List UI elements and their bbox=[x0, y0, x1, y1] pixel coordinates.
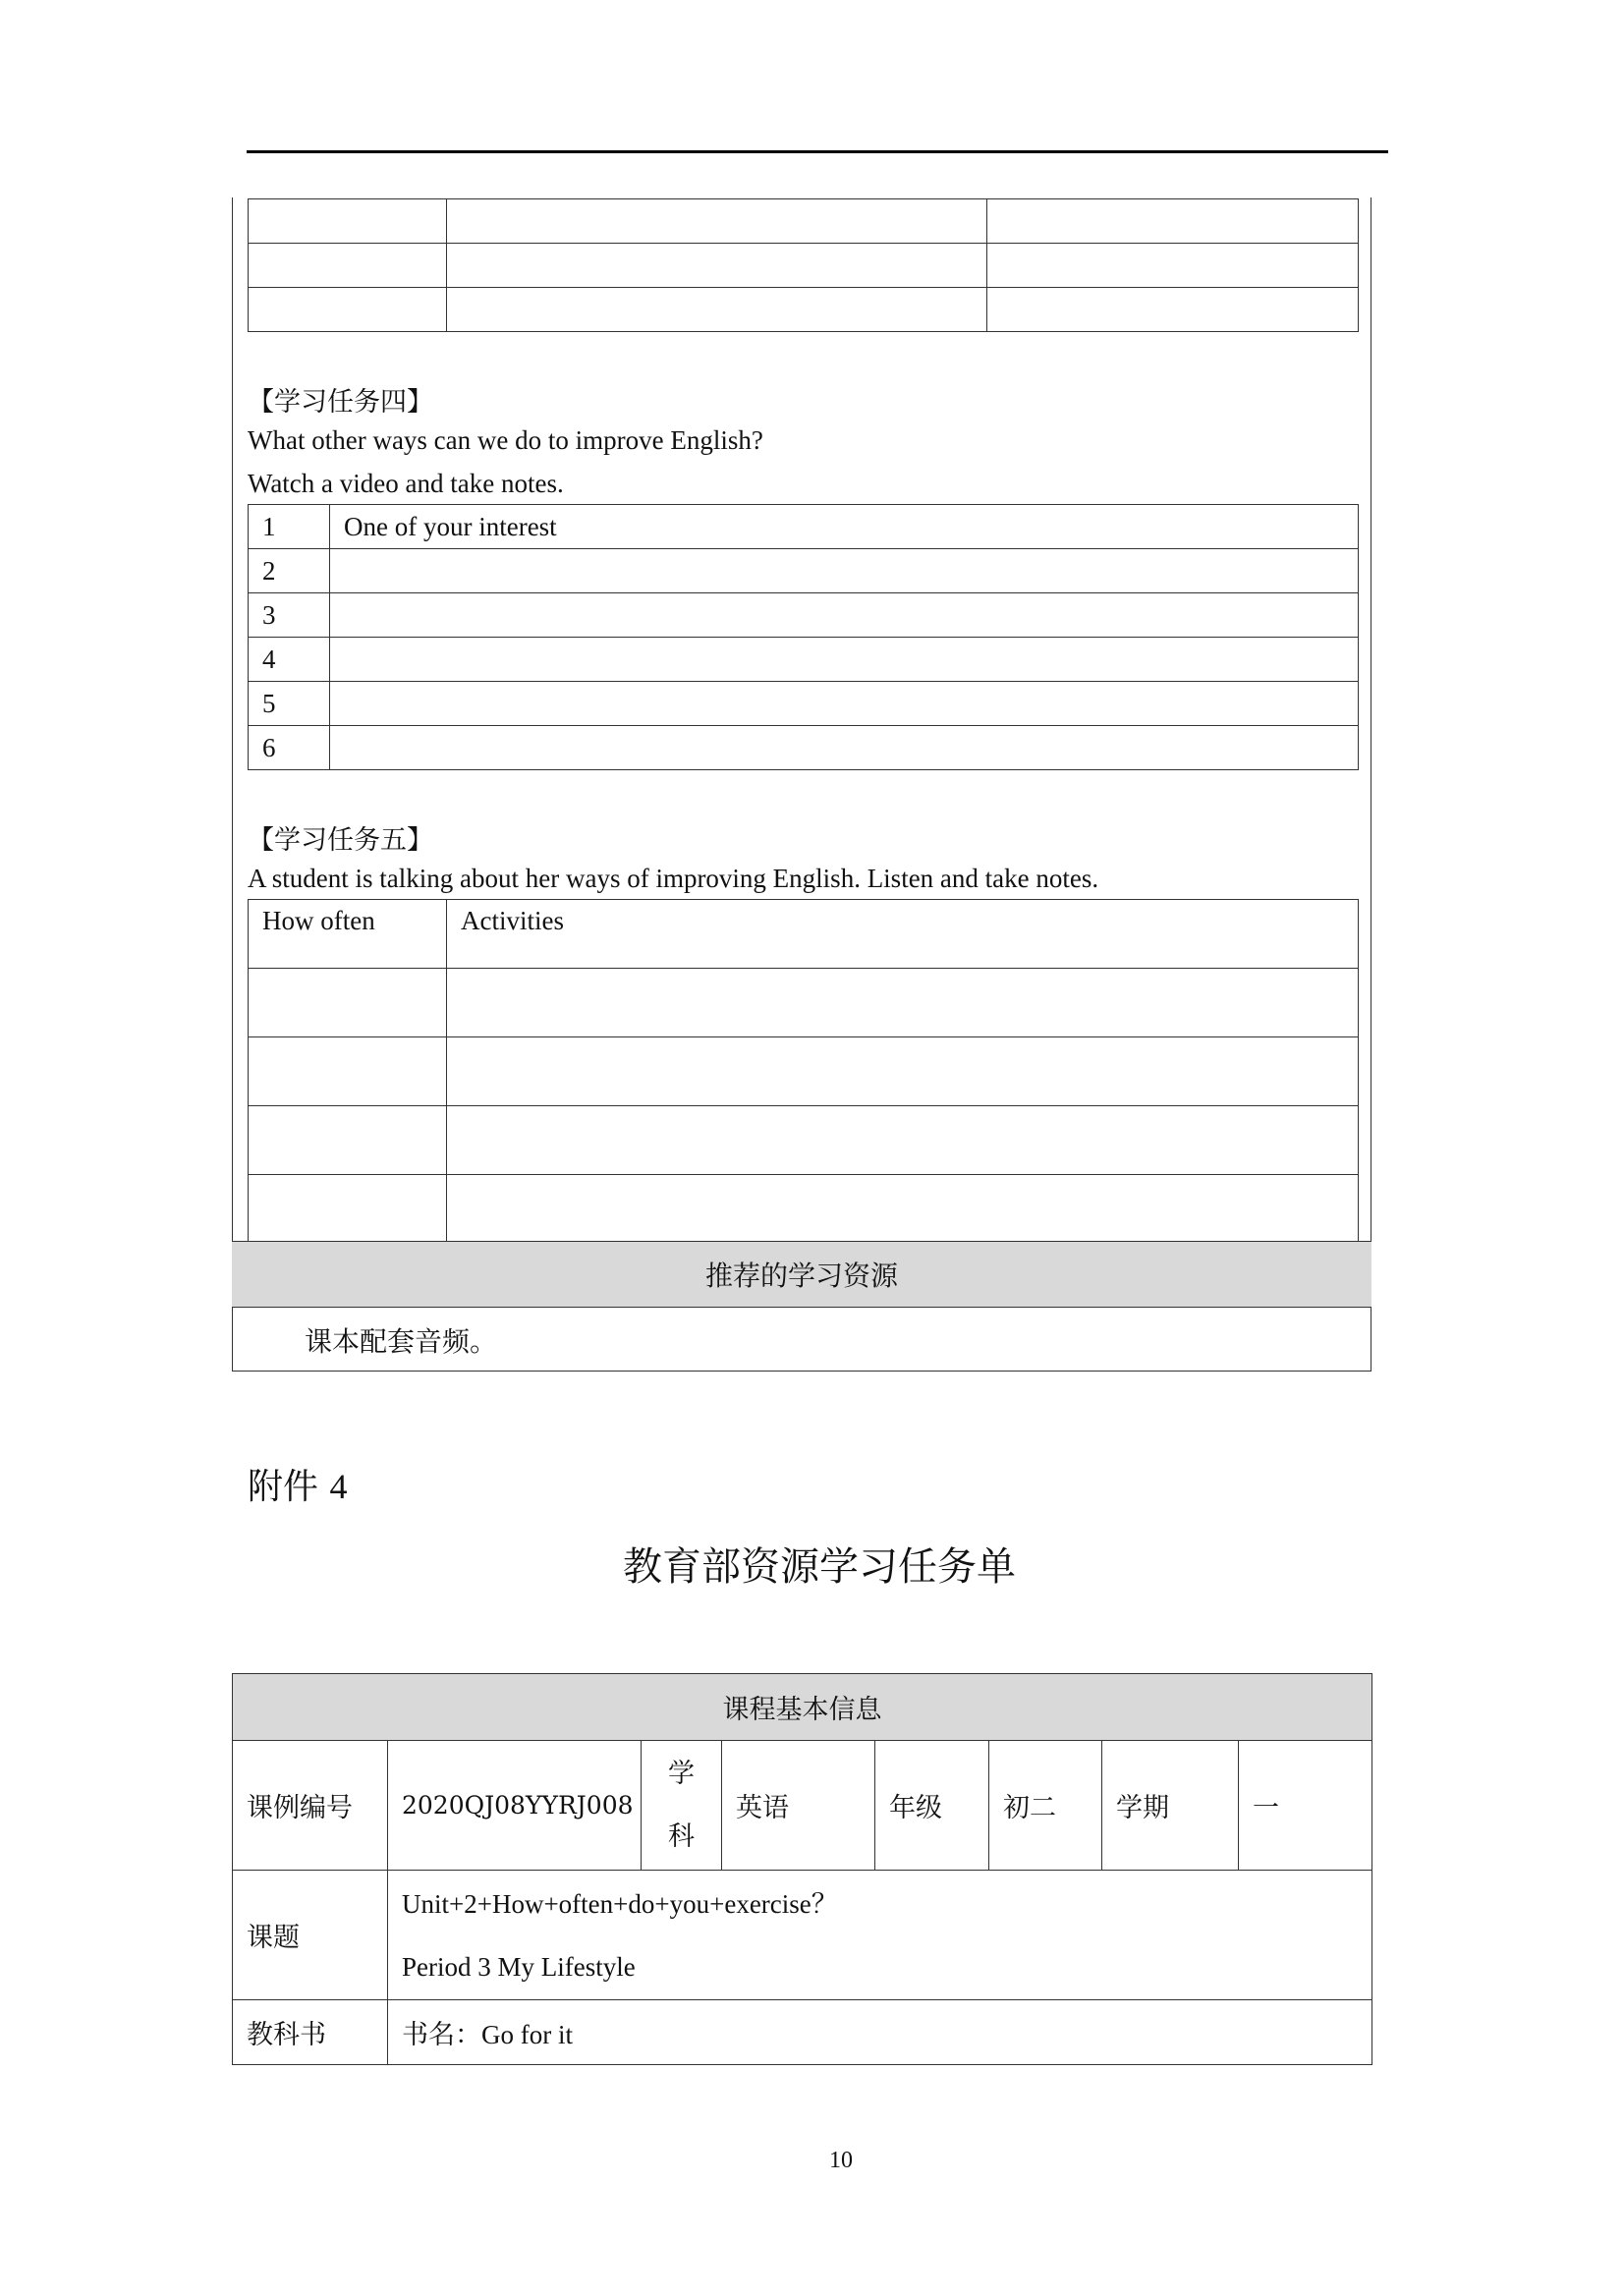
resources-text: 课本配套音频。 bbox=[305, 1325, 498, 1358]
course-info-header: 课程基本信息 bbox=[233, 1674, 1372, 1741]
table-cell[interactable] bbox=[249, 969, 447, 1037]
term-value: 一 bbox=[1239, 1741, 1372, 1871]
note-cell[interactable] bbox=[330, 549, 1359, 593]
topic-label: 课题 bbox=[233, 1871, 388, 2000]
textbook-value bbox=[388, 2000, 1372, 2065]
topic-line-1: Unit+2+How+often+do+you+exercise？ bbox=[402, 1888, 838, 1919]
table-cell[interactable] bbox=[249, 1106, 447, 1175]
code-label: 课例编号 bbox=[233, 1741, 388, 1871]
table-cell[interactable] bbox=[447, 1175, 1359, 1244]
table-cell[interactable] bbox=[249, 244, 447, 288]
table-row bbox=[249, 1106, 1359, 1175]
table-row bbox=[249, 288, 1359, 332]
subject-label bbox=[642, 1741, 722, 1871]
task5-heading: 【学习任务五】 bbox=[248, 825, 433, 856]
annex-text: 附件 bbox=[248, 1467, 319, 1507]
table-row bbox=[249, 1175, 1359, 1244]
table-row bbox=[249, 682, 1359, 726]
task4-instruction: Watch a video and take notes. bbox=[248, 469, 564, 498]
table-cell[interactable] bbox=[249, 1175, 447, 1244]
task4-heading: 【学习任务四】 bbox=[248, 387, 433, 418]
note-cell[interactable] bbox=[330, 682, 1359, 726]
table-row bbox=[249, 726, 1359, 770]
table-cell[interactable] bbox=[447, 1037, 1359, 1106]
table-row bbox=[233, 1871, 1372, 2000]
topic-line-2: Period 3 My Lifestyle bbox=[402, 1951, 636, 1982]
row-number: 5 bbox=[249, 682, 330, 726]
document-title: 教育部资源学习任务单 bbox=[623, 1544, 1016, 1590]
textbook-name: Go for it bbox=[481, 2020, 573, 2049]
table-header-row bbox=[249, 900, 1359, 969]
blank-notes-table bbox=[248, 198, 1359, 332]
topic-value bbox=[388, 1871, 1372, 2000]
col-how-often: How often bbox=[249, 900, 447, 969]
table-cell[interactable] bbox=[249, 199, 447, 244]
note-cell[interactable] bbox=[330, 593, 1359, 638]
table-header-row bbox=[233, 1674, 1372, 1741]
row-number: 1 bbox=[249, 505, 330, 549]
term-label: 学期 bbox=[1102, 1741, 1239, 1871]
annex-number: 4 bbox=[329, 1467, 348, 1506]
table-cell[interactable] bbox=[447, 288, 987, 332]
header-rule bbox=[247, 150, 1388, 153]
grade-value: 初二 bbox=[989, 1741, 1102, 1871]
annex-label bbox=[248, 1459, 347, 1509]
table-row bbox=[249, 638, 1359, 682]
table-cell[interactable] bbox=[987, 244, 1359, 288]
table-cell[interactable] bbox=[987, 199, 1359, 244]
grade-label: 年级 bbox=[875, 1741, 989, 1871]
resources-header: 推荐的学习资源 bbox=[232, 1241, 1371, 1308]
table-cell[interactable] bbox=[987, 288, 1359, 332]
task5-instruction: A student is talking about her ways of improving English. Listen and take notes. bbox=[248, 864, 1099, 893]
table-row bbox=[233, 2000, 1372, 2065]
table-cell[interactable] bbox=[249, 1037, 447, 1106]
table-row bbox=[233, 1741, 1372, 1871]
subject-label-char: 科 bbox=[668, 1820, 695, 1852]
table-cell[interactable] bbox=[447, 1106, 1359, 1175]
table-row bbox=[249, 969, 1359, 1037]
task5-notes-table bbox=[248, 899, 1359, 1244]
table-row bbox=[249, 549, 1359, 593]
textbook-prefix: 书名： bbox=[402, 2020, 481, 2050]
note-cell[interactable]: One of your interest bbox=[330, 505, 1359, 549]
row-number: 3 bbox=[249, 593, 330, 638]
table-cell[interactable] bbox=[447, 969, 1359, 1037]
note-cell[interactable] bbox=[330, 726, 1359, 770]
note-cell[interactable] bbox=[330, 638, 1359, 682]
course-info-table bbox=[232, 1673, 1372, 2065]
table-row bbox=[249, 244, 1359, 288]
row-number: 6 bbox=[249, 726, 330, 770]
task4-question: What other ways can we do to improve English? bbox=[248, 425, 763, 455]
table-cell[interactable] bbox=[447, 199, 987, 244]
table-row bbox=[249, 1037, 1359, 1106]
row-number: 2 bbox=[249, 549, 330, 593]
col-activities: Activities bbox=[447, 900, 1359, 969]
table-cell[interactable] bbox=[447, 244, 987, 288]
row-number: 4 bbox=[249, 638, 330, 682]
table-row bbox=[249, 593, 1359, 638]
page-number: 10 bbox=[829, 2148, 853, 2173]
table-row bbox=[249, 505, 1359, 549]
subject-value: 英语 bbox=[722, 1741, 875, 1871]
code-value: 2020QJ08YYRJ008 bbox=[388, 1741, 642, 1871]
task4-notes-table bbox=[248, 504, 1359, 770]
subject-label-char: 学 bbox=[668, 1758, 695, 1789]
table-cell[interactable] bbox=[249, 288, 447, 332]
table-row bbox=[249, 199, 1359, 244]
textbook-label: 教科书 bbox=[233, 2000, 388, 2065]
